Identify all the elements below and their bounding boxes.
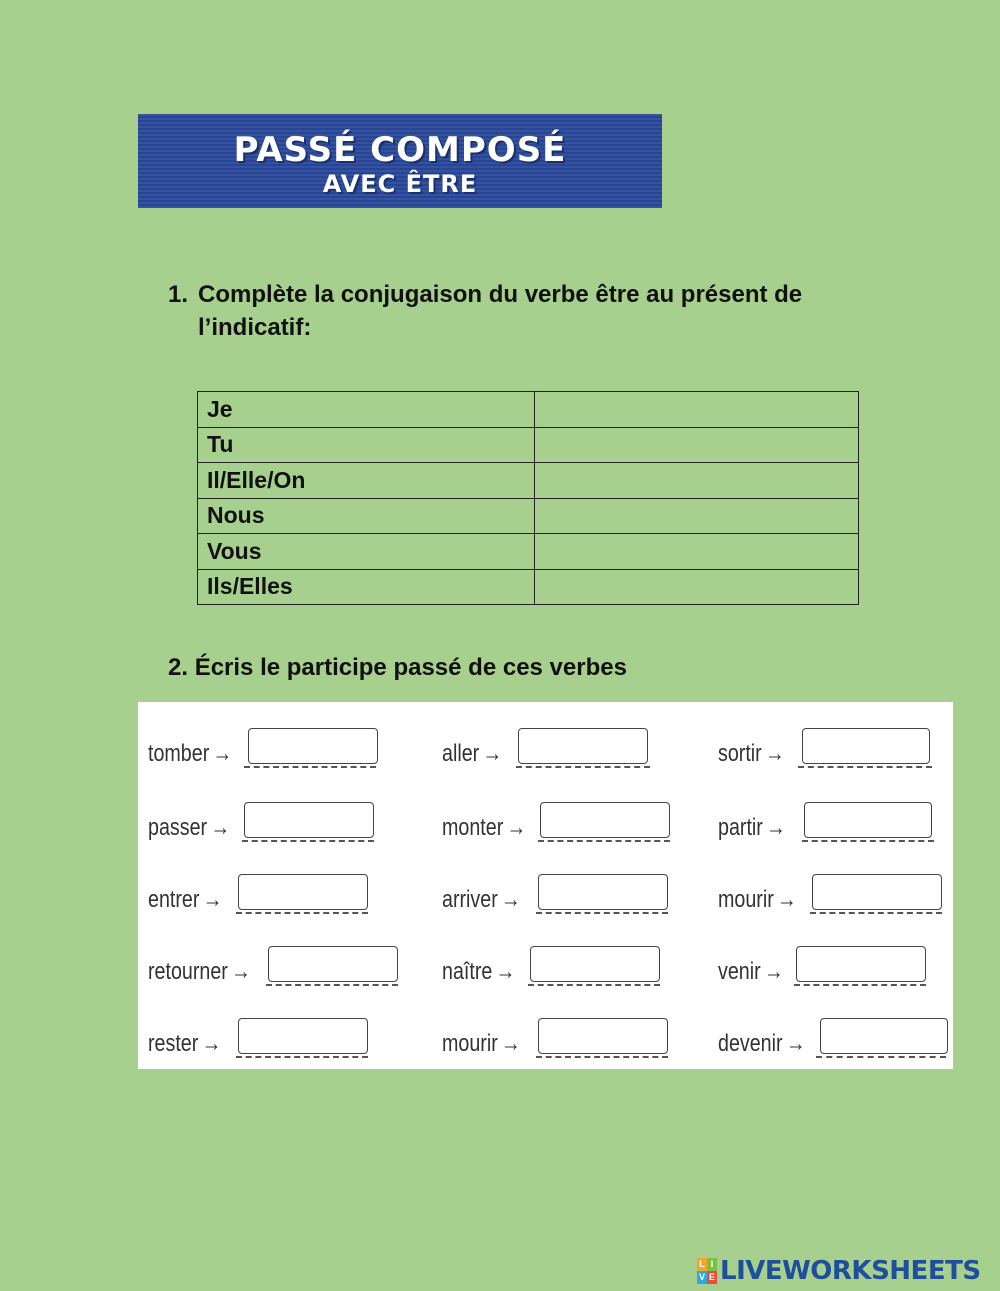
answer-line <box>528 984 660 986</box>
answer-input[interactable] <box>268 946 398 982</box>
answer-input[interactable] <box>812 874 942 910</box>
answer-cell[interactable] <box>535 569 859 605</box>
question-1-text-line2: l’indicatif: <box>198 314 312 341</box>
title-banner <box>138 114 662 208</box>
answer-cell[interactable] <box>535 427 859 463</box>
answer-input[interactable] <box>238 1018 368 1054</box>
pronoun-cell: Tu <box>198 427 535 463</box>
answer-line <box>236 912 368 914</box>
verb-label: devenir → <box>718 1030 806 1057</box>
answer-input[interactable] <box>538 1018 668 1054</box>
answer-line <box>538 840 670 842</box>
arrow-icon: → <box>202 886 223 913</box>
answer-line <box>536 1056 668 1058</box>
pronoun-cell: Il/Elle/On <box>198 463 535 499</box>
arrow-icon: → <box>765 740 785 767</box>
answer-line <box>266 984 398 986</box>
verb-item <box>442 860 672 913</box>
logo-mark-icon: L I V E <box>698 1259 715 1282</box>
arrow-icon: → <box>763 958 784 985</box>
answer-line <box>236 1056 368 1058</box>
answer-input[interactable] <box>248 728 378 764</box>
arrow-icon: → <box>501 886 521 913</box>
answer-input[interactable] <box>538 874 668 910</box>
verb-item <box>718 932 938 985</box>
answer-line <box>802 840 934 842</box>
verb-item <box>718 788 938 841</box>
verb-item <box>718 1004 950 1057</box>
table-row <box>198 569 859 605</box>
verb-label: sortir → <box>718 740 785 767</box>
verb-label: monter → <box>442 814 527 841</box>
answer-line <box>794 984 926 986</box>
answer-line <box>810 912 942 914</box>
question-1-text-line1: Complète la conjugaison du verbe être au présent de <box>198 281 803 308</box>
verb-label: aller → <box>442 740 503 767</box>
table-row <box>198 534 859 570</box>
question-2-text: Écris le participe passé de ces verbes <box>194 654 627 681</box>
verb-label: tomber → <box>148 740 233 767</box>
arrow-icon: → <box>495 958 516 985</box>
verb-label: passer → <box>148 814 231 841</box>
answer-line <box>816 1056 946 1058</box>
arrow-icon: → <box>201 1030 222 1057</box>
arrow-icon: → <box>777 886 797 913</box>
verb-item <box>148 714 378 767</box>
liveworksheets-logo <box>697 1255 981 1287</box>
answer-line <box>244 766 376 768</box>
pronoun-cell: Vous <box>198 534 535 570</box>
verb-label: partir → <box>718 814 786 841</box>
arrow-icon: → <box>231 958 251 985</box>
verb-item <box>718 860 948 913</box>
table-row <box>198 427 859 463</box>
conjugation-table <box>197 391 859 605</box>
verb-item <box>148 1004 378 1057</box>
logo-text: LIVEWORKSHEETS <box>720 1256 981 1286</box>
pronoun-cell: Je <box>198 392 535 428</box>
arrow-icon: → <box>501 1030 521 1057</box>
answer-line <box>242 840 374 842</box>
verb-item <box>442 1004 672 1057</box>
verb-label: arriver → <box>442 886 521 913</box>
answer-cell[interactable] <box>535 392 859 428</box>
verb-label: venir → <box>718 958 784 985</box>
answer-cell[interactable] <box>535 534 859 570</box>
verb-item <box>442 932 672 985</box>
question-2 <box>168 654 627 682</box>
answer-line <box>536 912 668 914</box>
table-row <box>198 463 859 499</box>
verb-label: naître → <box>442 958 516 985</box>
verb-label: mourir → <box>442 1030 521 1057</box>
verb-item <box>148 788 378 841</box>
verb-item <box>442 714 652 767</box>
table-row <box>198 498 859 534</box>
answer-line <box>798 766 932 768</box>
verb-item <box>442 788 672 841</box>
answer-cell[interactable] <box>535 463 859 499</box>
answer-input[interactable] <box>540 802 670 838</box>
arrow-icon: → <box>212 740 233 767</box>
arrow-icon: → <box>785 1030 806 1057</box>
question-1 <box>168 278 868 344</box>
arrow-icon: → <box>482 740 503 767</box>
arrow-icon: → <box>210 814 231 841</box>
answer-input[interactable] <box>804 802 932 838</box>
answer-input[interactable] <box>238 874 368 910</box>
answer-input[interactable] <box>518 728 648 764</box>
banner-subtitle: AVEC ÊTRE <box>322 170 478 198</box>
answer-cell[interactable] <box>535 498 859 534</box>
participle-exercise <box>138 702 953 1069</box>
answer-input[interactable] <box>820 1018 948 1054</box>
pronoun-cell: Ils/Elles <box>198 569 535 605</box>
answer-input[interactable] <box>530 946 660 982</box>
arrow-icon: → <box>766 814 786 841</box>
arrow-icon: → <box>506 814 527 841</box>
verb-label: mourir → <box>718 886 797 913</box>
answer-input[interactable] <box>802 728 930 764</box>
verb-label: retourner → <box>148 958 251 985</box>
question-2-number: 2. <box>168 654 189 681</box>
verb-label: rester → <box>148 1030 222 1057</box>
answer-input[interactable] <box>244 802 374 838</box>
answer-input[interactable] <box>796 946 926 982</box>
verb-item <box>148 860 378 913</box>
verb-item <box>148 932 408 985</box>
verb-label: entrer → <box>148 886 223 913</box>
banner-title: PASSÉ COMPOSÉ <box>233 130 567 170</box>
verb-item <box>718 714 938 767</box>
pronoun-cell: Nous <box>198 498 535 534</box>
question-1-number: 1. <box>168 281 189 308</box>
answer-line <box>516 766 650 768</box>
table-row <box>198 392 859 428</box>
